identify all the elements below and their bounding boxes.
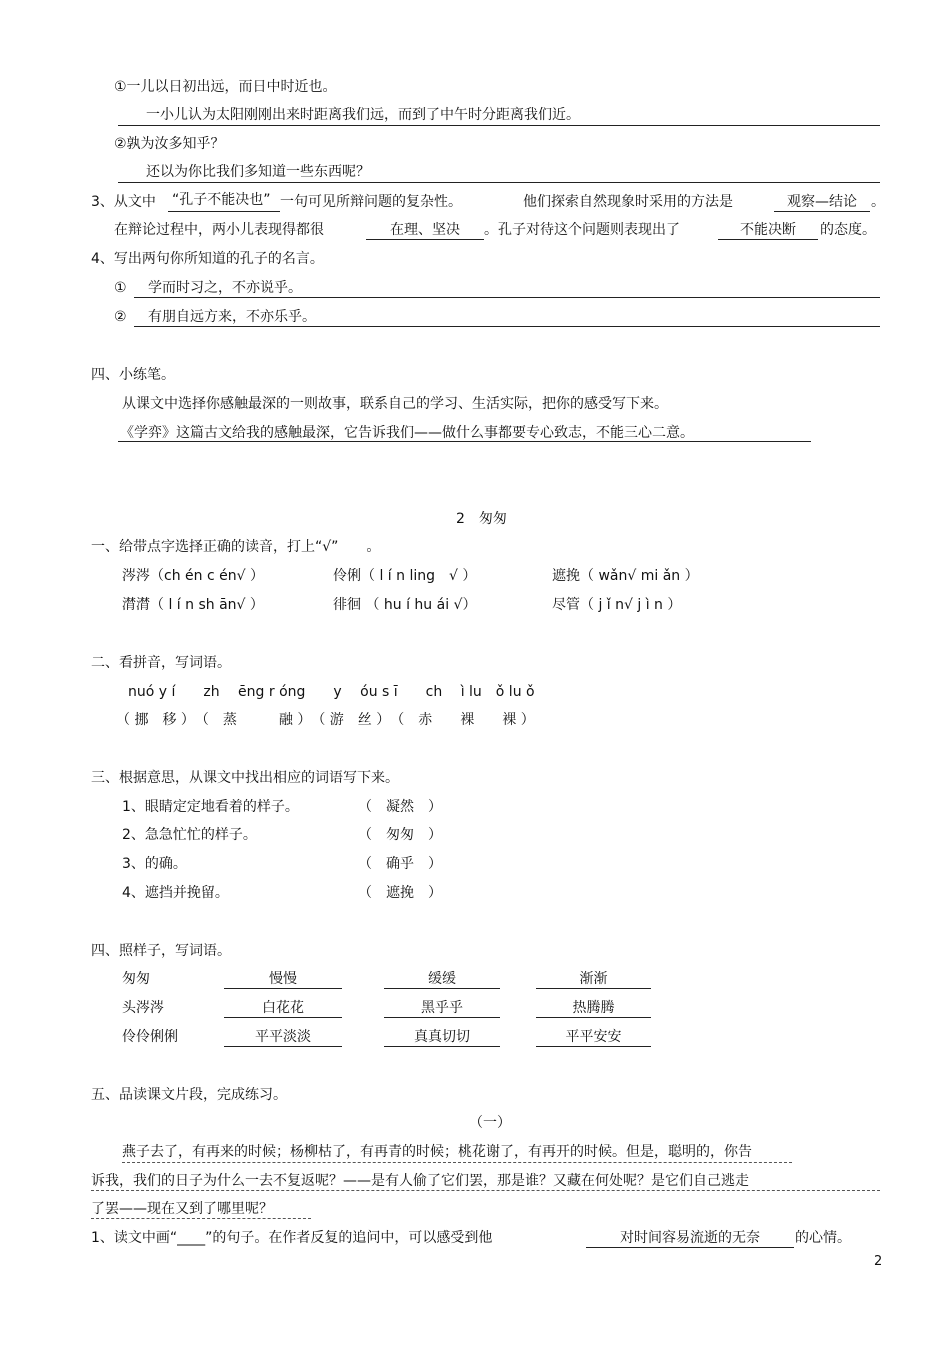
q3-answer-3: 在理、坚决: [390, 222, 460, 238]
answer-line: [586, 1247, 794, 1248]
answer-line: [118, 441, 811, 442]
passage-line: 诉我，我们的日子为什么一去不复返呢？——是有人偷了它们罢，那是谁？又藏在何处呢？是它们自己逃走: [91, 1173, 749, 1189]
pinyin-choice: 伶俐（ l í n ling √ ）: [333, 568, 477, 584]
q2-item2-answer: 还以为你比我们多知道一些东西呢？: [146, 164, 370, 180]
meaning-answer: （ 凝然 ）: [358, 799, 442, 815]
word-answer: 慢慢: [269, 971, 297, 987]
word-answer: 渐渐: [579, 971, 608, 987]
answer-line: [774, 211, 870, 212]
underline-marker: [91, 1190, 880, 1191]
word-answer: 平平淡淡: [255, 1029, 311, 1045]
q3-answer-2: 观察—结论: [787, 194, 857, 210]
answer-line: [384, 1046, 500, 1047]
underline-marker: [91, 1218, 311, 1219]
question-text: 的心情。: [795, 1230, 851, 1246]
meaning-answer: （ 匆匆 ）: [358, 827, 442, 843]
words-row: （ 挪 移 ） （ 蒸 融 ） （ 游 丝 ） （ 赤 裸 裸 ）: [116, 712, 535, 728]
answer-line: [118, 125, 880, 126]
answer-line: [224, 988, 342, 989]
answer-line: [384, 1017, 500, 1018]
q3-text: 在辩论过程中，两小儿表现得都很: [114, 222, 324, 238]
passage-line: 燕子去了，有再来的时候；杨柳枯了，有再青的时候；桃花谢了，有再开的时候。但是，聪明的，你告: [122, 1144, 752, 1160]
q3-text: 。孔子对待这个问题则表现出了: [484, 222, 680, 238]
answer-line: [536, 1046, 651, 1047]
answer-line: [366, 239, 484, 240]
pinyin-row: nuó y í zh ēng r óng y óu s ī ch ì lu ǒ lu ǒ: [128, 684, 535, 700]
pinyin-choice: 尽管（ j ǐ n√ j ì n ）: [552, 597, 682, 613]
q3-answer-4: 不能决断: [740, 222, 796, 238]
answer-line: [718, 239, 818, 240]
meaning-question: 1、眼睛定定地看着的样子。: [122, 799, 299, 815]
answer-line: [118, 182, 880, 183]
q3-text: 他们探索自然现象时采用的方法是: [523, 194, 733, 210]
underline-marker: [122, 1162, 792, 1163]
example-word: 匆匆: [122, 971, 150, 987]
lesson-title: 2 匆匆: [456, 511, 507, 527]
q2-item1-source: ①一儿以日初出远，而日中时近也。: [114, 79, 337, 95]
q4-marker-1: ①: [114, 280, 127, 296]
question-text: 1、读文中画“____”的句子。在作者反复的追问中，可以感受到他: [91, 1230, 493, 1246]
meaning-answer: （ 遮挽 ）: [358, 885, 442, 901]
q4-answer-2: 有朋自远方来，不亦乐乎。: [148, 309, 316, 325]
pinyin-choice: 涔涔（ch én c én√ ）: [122, 568, 264, 584]
word-answer: 热腾腾: [572, 1000, 615, 1016]
page-number: 2: [874, 1254, 883, 1269]
q3-text: 。: [871, 194, 885, 210]
answer-line: [536, 1017, 651, 1018]
pinyin-choice: 徘徊 （ hu í hu ái √）: [333, 597, 477, 613]
section-title: 二、看拼音，写词语。: [91, 655, 231, 671]
pinyin-choice: 潸潸（ l í n sh ān√ ）: [122, 597, 264, 613]
answer-line: [168, 211, 280, 212]
q4-marker-2: ②: [114, 309, 127, 325]
answer-line: [536, 988, 651, 989]
section-title: 一、给带点字选择正确的读音，打上“√” 。: [91, 539, 381, 555]
section-title: 三、根据意思，从课文中找出相应的词语写下来。: [91, 770, 399, 786]
q2-item2-source: ②孰为汝多知乎？: [114, 136, 225, 152]
passage-number: （一）: [469, 1115, 511, 1131]
question-answer: 对时间容易流逝的无奈: [620, 1230, 760, 1246]
section-title: 四、小练笔。: [91, 367, 175, 383]
q2-item1-answer: 一小儿认为太阳刚刚出来时距离我们远，而到了中午时分距离我们近。: [146, 107, 580, 123]
meaning-question: 2、急急忙忙的样子。: [122, 827, 257, 843]
answer-line: [134, 297, 880, 298]
meaning-answer: （ 确乎 ）: [358, 856, 442, 872]
practice-prompt: 从课文中选择你感触最深的一则故事，联系自己的学习、生活实际，把你的感受写下来。: [122, 396, 668, 412]
answer-line: [224, 1017, 342, 1018]
answer-line: [224, 1046, 342, 1047]
section-title: 四、照样子，写词语。: [91, 943, 231, 959]
practice-answer: 《学弈》这篇古文给我的感触最深，它告诉我们——做什么事都要专心致志，不能三心二意。: [120, 425, 694, 441]
meaning-question: 3、的确。: [122, 856, 187, 872]
answer-line: [384, 988, 500, 989]
word-answer: 平平安安: [565, 1029, 622, 1045]
word-answer: 真真切切: [414, 1029, 470, 1045]
example-word: 头涔涔: [122, 1000, 164, 1016]
example-word: 伶伶俐俐: [122, 1029, 178, 1045]
word-answer: 黑乎乎: [421, 1000, 463, 1016]
q3-text: 一句可见所辩问题的复杂性。: [280, 194, 462, 210]
word-answer: 缓缓: [428, 971, 456, 987]
q3-text: 3、从文中: [91, 194, 156, 210]
q3-text: 的态度。: [820, 222, 876, 238]
q3-answer-1: “孔子不能决也”: [172, 192, 271, 208]
section-title: 五、品读课文片段，完成练习。: [91, 1087, 287, 1103]
passage-line: 了罢——现在又到了哪里呢？: [91, 1201, 273, 1217]
word-answer: 白花花: [262, 1000, 304, 1016]
q4-title: 4、写出两句你所知道的孔子的名言。: [91, 251, 324, 267]
q4-answer-1: 学而时习之，不亦说乎。: [148, 280, 302, 296]
meaning-question: 4、遮挡并挽留。: [122, 885, 229, 901]
answer-line: [134, 326, 880, 327]
pinyin-choice: 遮挽（ wǎn√ mi ǎn ）: [552, 568, 699, 584]
